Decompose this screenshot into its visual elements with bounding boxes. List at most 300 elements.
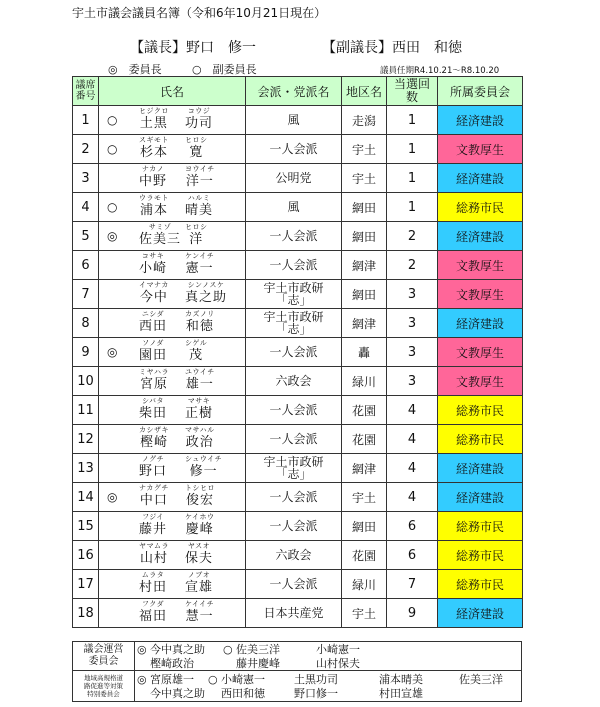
committee-member (208, 673, 281, 686)
family-name-block (139, 513, 167, 538)
given-name: 修一 (189, 464, 218, 479)
given-name-kana: ヤスオ (187, 542, 211, 550)
table-row (73, 396, 523, 425)
district-cell: 網津 (342, 454, 387, 483)
special-committee-row (73, 670, 521, 701)
name-cell (99, 367, 246, 396)
faction-cell (246, 512, 342, 541)
family-name: 土黒 (139, 116, 168, 131)
family-name-block (139, 571, 167, 596)
table-row (73, 512, 523, 541)
given-name-block (185, 455, 222, 480)
family-name-kana: フジイ (142, 513, 164, 521)
family-name: 中野 (139, 174, 168, 189)
seat-number-cell: 17 (73, 570, 99, 599)
name-cell (99, 280, 246, 309)
table-row (73, 309, 523, 338)
family-name-kana: イマナカ (139, 281, 169, 289)
family-name-block (139, 165, 167, 190)
committee-cell: 総務市民 (438, 396, 523, 425)
member-table (72, 76, 523, 628)
committee-cell: 経済建設 (438, 454, 523, 483)
given-name-block (185, 600, 214, 625)
faction-cell (246, 222, 342, 251)
faction-line: 一人会派 (269, 345, 318, 359)
member-table-body (73, 106, 523, 628)
terms-cell: 1 (387, 106, 438, 135)
header-committee: 所属委員会 (438, 77, 523, 106)
table-row (73, 222, 523, 251)
terms-cell: 3 (387, 309, 438, 338)
family-name: 園田 (139, 348, 168, 363)
header-seat-line: 番号 (75, 91, 96, 102)
member-name: 土黒功司 (294, 672, 338, 686)
table-row (73, 599, 523, 628)
terms-cell: 6 (387, 541, 438, 570)
district-cell: 網田 (342, 280, 387, 309)
role-mark: ◎ (107, 490, 118, 504)
faction-cell (246, 193, 342, 222)
seat-number-cell: 7 (73, 280, 99, 309)
given-name: 晴美 (185, 203, 214, 218)
committee-cell: 文教厚生 (438, 251, 523, 280)
district-cell: 宇土 (342, 164, 387, 193)
committee-member (281, 687, 366, 700)
committee-cell: 経済建設 (438, 106, 523, 135)
committee-cell: 経済建設 (438, 483, 523, 512)
given-name-block (185, 136, 208, 161)
committee-member (137, 643, 223, 656)
seat-number-cell: 14 (73, 483, 99, 512)
special-committees-box (72, 641, 522, 702)
member-name: 小崎憲一 (221, 672, 265, 686)
given-name-kana: マサハル (185, 426, 215, 434)
terms-cell: 1 (387, 164, 438, 193)
name-cell (99, 338, 246, 367)
terms-cell: 7 (387, 570, 438, 599)
family-name: 山村 (139, 551, 168, 566)
committee-cell: 総務市民 (438, 512, 523, 541)
family-name-block (139, 107, 169, 132)
family-name: 今中 (139, 290, 168, 305)
given-name-block (185, 339, 207, 364)
given-name-block (185, 281, 227, 306)
district-cell: 緑川 (342, 570, 387, 599)
faction-line: 風 (287, 200, 300, 214)
district-cell: 網田 (342, 193, 387, 222)
faction-line: 六政会 (275, 548, 312, 562)
terms-cell: 6 (387, 512, 438, 541)
family-name-kana: ナカグチ (139, 484, 169, 492)
given-name-kana: マサキ (187, 397, 211, 405)
role-mark: ◎ (137, 642, 147, 656)
family-name-block (139, 194, 169, 219)
table-row (73, 135, 523, 164)
faction-line: 一人会派 (269, 490, 318, 504)
table-row (73, 541, 523, 570)
header-faction: 会派・党派名 (246, 77, 342, 106)
header-terms-line: 数 (405, 90, 418, 104)
committee-member (223, 657, 303, 670)
name-cell (99, 193, 246, 222)
committee-member (366, 687, 446, 700)
given-name-kana: ケンイチ (185, 252, 215, 260)
seat-number-cell: 9 (73, 338, 99, 367)
faction-cell (246, 251, 342, 280)
committee-member (446, 673, 516, 686)
given-name-block (185, 542, 213, 567)
seat-number-cell: 6 (73, 251, 99, 280)
terms-cell: 4 (387, 396, 438, 425)
committee-member (281, 673, 366, 686)
table-row (73, 454, 523, 483)
family-name: 野口 (139, 464, 168, 479)
table-header (73, 77, 523, 106)
faction-line: 「志」 (275, 322, 312, 336)
special-committee-label (73, 671, 135, 701)
faction-line: 一人会派 (269, 142, 318, 156)
name-cell (99, 251, 246, 280)
special-committee-members (135, 671, 516, 701)
given-name-block (185, 252, 214, 277)
faction-cell (246, 135, 342, 164)
family-name-block (139, 397, 167, 422)
given-name-kana: コウジ (187, 107, 211, 115)
district-cell: 花園 (342, 425, 387, 454)
table-row (73, 164, 523, 193)
role-mark: ◎ (107, 229, 118, 243)
given-name: 俊宏 (185, 493, 214, 508)
committee-member (208, 687, 281, 700)
faction-line: 一人会派 (269, 229, 318, 243)
seat-number-cell: 5 (73, 222, 99, 251)
family-name: 西田 (139, 319, 168, 334)
special-committee-members (135, 642, 383, 670)
family-name-block (139, 281, 169, 306)
member-name: 藤井慶峰 (236, 656, 280, 670)
terms-cell: 3 (387, 338, 438, 367)
seat-number-cell: 11 (73, 396, 99, 425)
name-cell (99, 425, 246, 454)
family-name-kana: ムラタ (141, 571, 165, 579)
given-name-kana: ヒロシ (185, 223, 208, 231)
given-name-block (185, 368, 215, 393)
faction-line: 一人会派 (269, 258, 318, 272)
given-name-block (185, 426, 215, 451)
faction-cell (246, 367, 342, 396)
table-row (73, 280, 523, 309)
faction-cell (246, 570, 342, 599)
terms-cell: 1 (387, 135, 438, 164)
table-row (73, 483, 523, 512)
given-name-kana: シュウイチ (185, 455, 223, 463)
committee-member (137, 673, 208, 686)
given-name-kana: ケイホウ (185, 513, 215, 521)
faction-line: 一人会派 (269, 432, 318, 446)
committee-cell: 経済建設 (438, 164, 523, 193)
family-name: 宮原 (139, 377, 168, 392)
member-name: 宮原雄一 (150, 672, 194, 686)
faction-line: 公明党 (275, 171, 312, 185)
member-name: 今中真之助 (150, 642, 205, 656)
given-name-kana: ユウイチ (185, 368, 215, 376)
family-name-kana: スギモト (139, 136, 169, 144)
committee-cell: 文教厚生 (438, 135, 523, 164)
district-cell: 宇土 (342, 135, 387, 164)
given-name-block (185, 571, 213, 596)
faction-line: 宇土市政研 (263, 310, 324, 324)
faction-line: 風 (287, 113, 300, 127)
given-name: 政治 (185, 435, 214, 450)
faction-cell (246, 106, 342, 135)
seat-number-cell: 13 (73, 454, 99, 483)
faction-line: 宇土市政研 (263, 455, 324, 469)
committee-member (303, 643, 383, 656)
terms-cell: 2 (387, 251, 438, 280)
member-name: 樫崎政治 (150, 656, 194, 670)
given-name: 慧一 (185, 609, 214, 624)
family-name-block (139, 368, 169, 393)
committee-cell: 経済建設 (438, 599, 523, 628)
committee-cell: 経済建設 (438, 309, 523, 338)
terms-cell: 1 (387, 193, 438, 222)
district-cell: 網田 (342, 512, 387, 541)
seat-number-cell: 8 (73, 309, 99, 338)
committee-member (223, 643, 303, 656)
family-name-kana: ヒジクロ (139, 107, 169, 115)
given-name: 正樹 (185, 406, 214, 421)
name-cell (99, 135, 246, 164)
header-terms-line: 当選回 (393, 77, 430, 91)
name-cell (99, 483, 246, 512)
member-name: 今中真之助 (150, 686, 205, 700)
seat-number-cell: 3 (73, 164, 99, 193)
faction-cell (246, 309, 342, 338)
vice-chair-person: 【副議長】西田 和徳 (322, 40, 462, 56)
seat-number-cell: 18 (73, 599, 99, 628)
member-name: 佐美三洋 (236, 642, 280, 656)
district-cell: 花園 (342, 541, 387, 570)
given-name: 茂 (189, 348, 204, 363)
name-cell (99, 570, 246, 599)
given-name: 功司 (185, 116, 214, 131)
terms-cell: 2 (387, 222, 438, 251)
district-cell: 花園 (342, 396, 387, 425)
faction-cell (246, 599, 342, 628)
family-name: 杉本 (139, 145, 168, 160)
given-name: 憲一 (185, 261, 214, 276)
terms-cell: 4 (387, 425, 438, 454)
family-name-block (139, 484, 169, 509)
table-row (73, 251, 523, 280)
faction-cell (246, 425, 342, 454)
name-cell (99, 309, 246, 338)
member-name: 佐美三洋 (459, 672, 503, 686)
family-name-block (139, 339, 167, 364)
role-mark: ◎ (107, 345, 118, 359)
family-name-block (139, 252, 167, 277)
district-cell: 網津 (342, 251, 387, 280)
given-name-kana: シンノスケ (187, 281, 225, 289)
given-name-kana: ヒロシ (185, 136, 208, 144)
family-name-kana: フクダ (141, 600, 165, 608)
district-cell: 宇土 (342, 483, 387, 512)
district-cell: 轟 (342, 338, 387, 367)
member-name: 村田宣雄 (379, 686, 423, 700)
family-name-kana: ニシダ (141, 310, 165, 318)
family-name: 柴田 (139, 406, 168, 421)
committee-cell: 文教厚生 (438, 280, 523, 309)
member-name: 小崎憲一 (316, 642, 360, 656)
family-name-kana: ソノダ (142, 339, 164, 347)
seat-number-cell: 15 (73, 512, 99, 541)
seat-number-cell: 10 (73, 367, 99, 396)
committee-member (366, 673, 446, 686)
family-name-kana: シバタ (142, 397, 165, 405)
chair-person: 【議長】野口 修一 (130, 40, 256, 56)
faction-line: 一人会派 (269, 519, 318, 533)
special-committee-row (73, 642, 521, 670)
faction-line: 「志」 (275, 467, 312, 481)
role-mark: ○ (223, 642, 233, 656)
family-name-kana: コサキ (141, 252, 165, 260)
district-cell: 網津 (342, 309, 387, 338)
family-name-block (139, 223, 181, 248)
terms-cell: 3 (387, 280, 438, 309)
name-cell (99, 454, 246, 483)
term-of-office: 議員任期R4.10.21～R8.10.20 (380, 66, 500, 76)
given-name: 宣雄 (185, 580, 214, 595)
family-name: 福田 (139, 609, 168, 624)
district-cell: 緑川 (342, 367, 387, 396)
family-name: 佐美三 (139, 232, 182, 247)
role-mark: ○ (208, 672, 218, 686)
terms-cell: 3 (387, 367, 438, 396)
committee-cell: 総務市民 (438, 193, 523, 222)
name-cell (99, 599, 246, 628)
given-name-kana: カズノリ (185, 310, 215, 318)
committee-member (137, 687, 208, 700)
table-row (73, 193, 523, 222)
seat-number-cell: 2 (73, 135, 99, 164)
family-name: 樫崎 (139, 435, 168, 450)
family-name: 小崎 (139, 261, 168, 276)
role-mark: ○ (107, 142, 118, 156)
special-committee-label-line: 特別委員会 (87, 690, 120, 698)
given-name: 洋一 (185, 174, 214, 189)
member-name: 野口修一 (294, 686, 338, 700)
family-name: 藤井 (139, 522, 168, 537)
special-committee-label-line: 地域高規格道 (84, 674, 123, 682)
family-name-block (139, 455, 167, 480)
given-name-block (185, 223, 208, 248)
family-name-kana: サミゾ (148, 223, 172, 231)
given-name-block (185, 165, 215, 190)
special-committee-label-line: 委員会 (88, 656, 119, 667)
given-name-block (185, 310, 215, 335)
given-name: 雄一 (185, 377, 214, 392)
given-name-kana: シゲル (185, 339, 208, 347)
district-cell: 走潟 (342, 106, 387, 135)
given-name-block (185, 194, 213, 219)
faction-cell (246, 541, 342, 570)
given-name: 洋 (189, 232, 204, 247)
given-name-kana: ノブオ (187, 571, 211, 579)
given-name: 保夫 (185, 551, 214, 566)
faction-line: 一人会派 (269, 403, 318, 417)
header-seat-number (73, 77, 99, 106)
family-name-block (139, 542, 169, 567)
header-terms (387, 77, 438, 106)
committee-cell: 文教厚生 (438, 367, 523, 396)
committee-cell: 総務市民 (438, 425, 523, 454)
given-name: 慶峰 (185, 522, 214, 537)
legend-committee-vice-chair: ○ 副委員長 (192, 63, 257, 76)
header-seat-line: 議席 (75, 80, 96, 91)
header-row (73, 77, 523, 106)
committee-member (303, 657, 383, 670)
faction-cell (246, 338, 342, 367)
header-district: 地区名 (342, 77, 387, 106)
legend-committee-chair: ◎ 委員長 (108, 63, 162, 76)
faction-cell (246, 483, 342, 512)
terms-cell: 9 (387, 599, 438, 628)
given-name-kana: ヨウイチ (185, 165, 215, 173)
family-name-kana: カシザキ (139, 426, 169, 434)
faction-cell (246, 164, 342, 193)
faction-cell (246, 454, 342, 483)
family-name-block (139, 426, 169, 451)
name-cell (99, 541, 246, 570)
committee-member (137, 657, 223, 670)
terms-cell: 4 (387, 483, 438, 512)
district-cell: 網田 (342, 222, 387, 251)
given-name-block (185, 484, 215, 509)
name-cell (99, 164, 246, 193)
name-cell (99, 396, 246, 425)
member-name: 山村保夫 (316, 656, 360, 670)
given-name: 寛 (189, 145, 204, 160)
special-committee-label-line: 議会運営 (83, 644, 124, 655)
district-cell: 宇土 (342, 599, 387, 628)
name-cell (99, 106, 246, 135)
family-name: 浦本 (139, 203, 168, 218)
faction-line: 六政会 (275, 374, 312, 388)
given-name: 真之助 (185, 290, 228, 305)
faction-line: 「志」 (275, 293, 312, 307)
family-name-kana: ノグチ (141, 455, 165, 463)
committee-cell: 文教厚生 (438, 338, 523, 367)
family-name-block (139, 600, 167, 625)
committee-cell: 総務市民 (438, 541, 523, 570)
family-name-kana: ミヤハラ (139, 368, 169, 376)
table-row (73, 106, 523, 135)
given-name-kana: トシヒロ (185, 484, 215, 492)
seat-number-cell: 1 (73, 106, 99, 135)
faction-line: 日本共産党 (263, 606, 324, 620)
family-name-kana: ナカノ (141, 165, 165, 173)
table-row (73, 338, 523, 367)
committee-cell: 経済建設 (438, 222, 523, 251)
name-cell (99, 512, 246, 541)
special-committee-label (73, 642, 135, 670)
document-title: 宇土市議会議員名簿（令和6年10月21日現在） (72, 6, 327, 20)
family-name-kana: ウラモト (139, 194, 169, 202)
seat-number-cell: 12 (73, 425, 99, 454)
seat-number-cell: 4 (73, 193, 99, 222)
table-row (73, 570, 523, 599)
faction-cell (246, 280, 342, 309)
